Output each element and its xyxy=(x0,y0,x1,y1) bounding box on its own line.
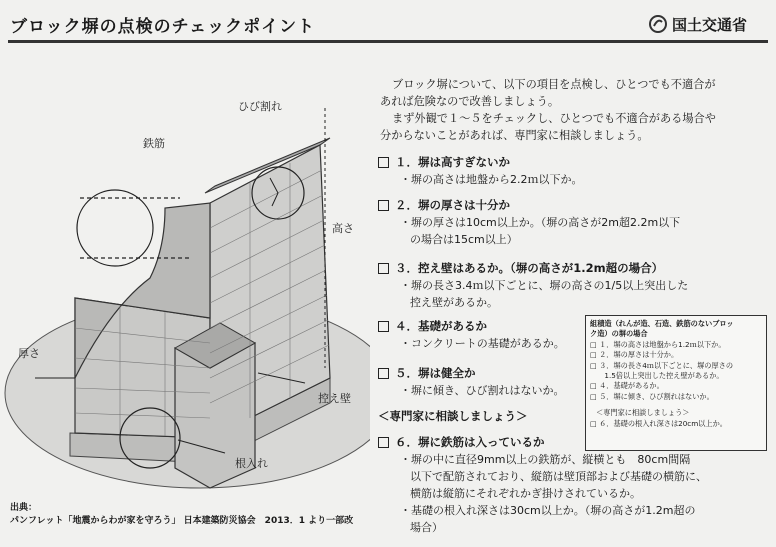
expert-heading: ＜専門家に相談しましょう＞ xyxy=(378,409,528,423)
checkbox-icon[interactable] xyxy=(378,200,389,211)
check-item-2 xyxy=(378,197,680,248)
box-line: □ ３．塀の長さ4ｍ以下ごとに、塀の厚さの xyxy=(590,360,734,370)
check-question: ６．塀に鉄筋は入っているか xyxy=(395,435,545,449)
rebar-circle xyxy=(77,190,153,266)
check-detail: ・基礎の根入れ深さは30cm以上か。（塀の高さが1.2m超の xyxy=(400,504,696,517)
label-embedment: 根入れ xyxy=(235,457,268,470)
intro-line: まず外観で１～５をチェックし、ひとつでも不適合がある場合や xyxy=(392,112,716,125)
mlit-logo-icon xyxy=(648,14,668,34)
check-detail: ・塀の高さは地盤から2.2ｍ以下か。 xyxy=(400,173,583,186)
check-detail: 控え壁があるか。 xyxy=(410,296,498,309)
checkbox-icon[interactable] xyxy=(378,263,389,274)
check-detail: ・塀の中に直径9mm以上の鉄筋が、縦横とも 80cm間隔 xyxy=(400,453,691,466)
box-line: 1.5倍以上突出した控え壁があるか。 xyxy=(590,371,724,381)
source-text: パンフレット「地震からわが家を守ろう」 日本建築防災協会 2013．1 より一部改 xyxy=(10,516,354,526)
masonry-checklist-box xyxy=(585,315,767,451)
intro-line: 分からないことがあれば、専門家に相談しましょう。 xyxy=(380,129,649,142)
check-detail: ・塀に傾き、ひび割れはないか。 xyxy=(400,384,565,397)
source-citation xyxy=(10,502,353,528)
check-question: ５．塀は健全か xyxy=(395,366,476,380)
label-rebar: 鉄筋 xyxy=(143,137,165,150)
checkbox-icon[interactable] xyxy=(378,157,389,168)
box-line: ＜専門家に相談しましょう＞ xyxy=(596,408,690,418)
check-detail: ・塀の長さ3.4ｍ以下ごとに、塀の高さの1/5以上突出した xyxy=(400,279,689,292)
check-detail: の場合は15cm以上） xyxy=(410,233,518,246)
label-crack: ひび割れ xyxy=(238,100,282,113)
label-thickness: 厚さ xyxy=(18,347,40,360)
box-line: □ ４．基礎があるか。 xyxy=(590,381,664,391)
check-detail: 横筋は縦筋にそれぞれかぎ掛けされているか。 xyxy=(410,487,641,500)
check-item-3 xyxy=(378,260,688,311)
intro-text xyxy=(380,76,760,144)
box-line: 組積造（れんが造、石造、鉄筋のないブロッ xyxy=(590,319,734,328)
block-wall-illustration xyxy=(0,48,370,503)
checkbox-icon[interactable] xyxy=(378,437,389,448)
check-detail: ・コンクリートの基礎があるか。 xyxy=(400,337,565,350)
checkbox-icon[interactable] xyxy=(378,321,389,332)
box-line: ク造）の塀の場合 xyxy=(590,329,648,339)
box-line: □ ２．塀の厚さは十分か。 xyxy=(590,350,679,360)
label-height: 高さ xyxy=(332,222,354,235)
page-title: ブロック塀の点検のチェックポイント xyxy=(10,17,316,37)
check-question: １．塀は高すぎないか xyxy=(395,155,510,169)
org-name: 国土交通省 xyxy=(672,16,748,34)
check-item-4 xyxy=(378,318,565,352)
label-buttress: 控え壁 xyxy=(318,392,351,405)
check-question: ４．基礎があるか xyxy=(395,319,487,333)
check-question: ２．塀の厚さは十分か xyxy=(395,198,510,212)
title-rule xyxy=(8,40,768,43)
box-line: □ ６．基礎の根入れ深さは20cm以上か。 xyxy=(590,418,727,428)
check-detail: ・塀の厚さは10cm以上か。（塀の高さが2m超2.2m以下 xyxy=(400,216,681,229)
box-line: □ ５．塀に傾き、ひび割れはないか。 xyxy=(590,391,714,401)
box-line: □ １．塀の高さは地盤から1.2ｍ以下か。 xyxy=(590,339,726,349)
intro-line: あれば危険なので改善しましょう。 xyxy=(380,95,560,108)
check-question: ３．控え壁はあるか。（塀の高さが1.2m超の場合） xyxy=(395,261,664,275)
intro-line: ブロック塀について、以下の項目を点検し、ひとつでも不適合が xyxy=(392,78,716,91)
check-item-1 xyxy=(378,154,583,188)
check-detail: 場合） xyxy=(410,521,443,534)
header xyxy=(0,0,776,44)
check-detail: 以下で配筋されており、縦筋は壁頂部および基礎の横筋に、 xyxy=(410,470,707,483)
check-item-5 xyxy=(378,365,565,399)
checkbox-icon[interactable] xyxy=(378,368,389,379)
source-label: 出典： xyxy=(10,503,38,513)
